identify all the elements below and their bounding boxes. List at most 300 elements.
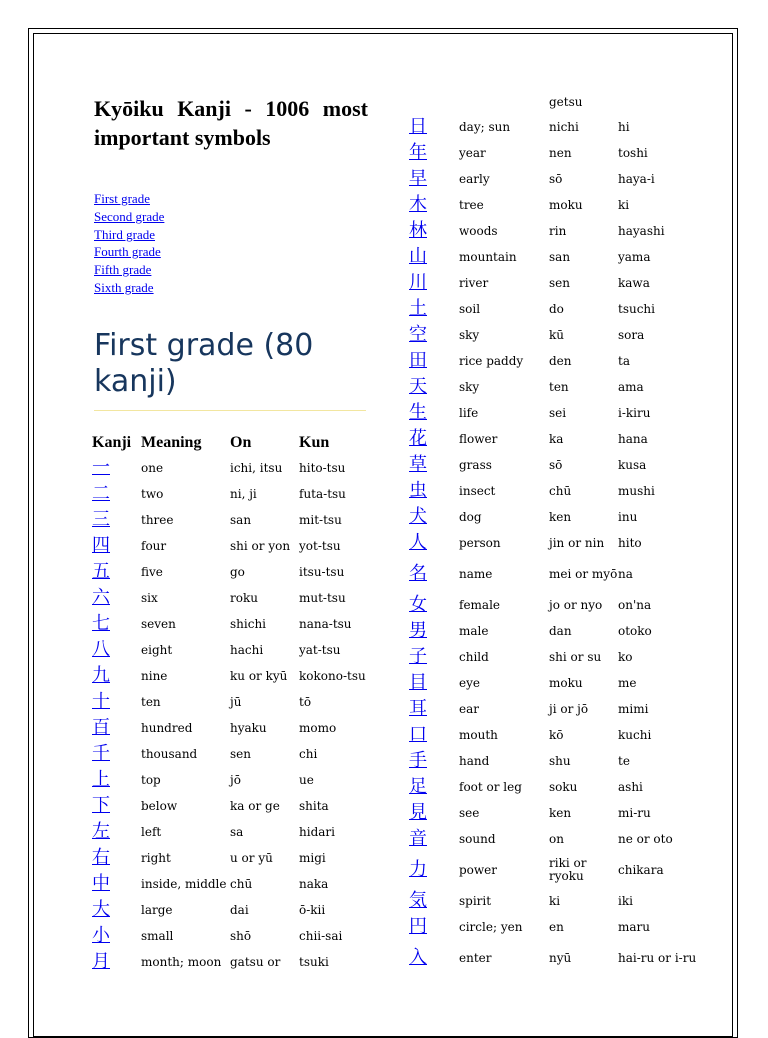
kanji-on: shō [230,928,252,943]
kanji-kun: ama [618,379,644,394]
kanji-on: dan [549,623,572,638]
kanji-on: kū [549,327,564,342]
kanji-row [409,140,699,166]
kanji-on: ken [549,509,572,524]
kanji-meaning: two [141,486,164,501]
kanji-link[interactable]: 早 [409,168,427,189]
kanji-row [409,478,699,504]
kanji-cell [409,748,459,774]
kanji-on: shichi [230,616,267,631]
kanji-meaning: life [459,405,479,420]
kanji-kun: mut-tsu [299,590,346,605]
kanji-meaning: nine [141,668,168,683]
kanji-cell [409,452,459,478]
kanji-on: hyaku [230,720,267,735]
kanji-link[interactable]: 犬 [409,506,427,527]
kanji-kun: mit-tsu [299,512,342,527]
kanji-row [92,949,374,975]
kanji-on: ni, ji [230,486,257,501]
kanji-kun: yot-tsu [299,538,341,553]
kanji-link[interactable]: 左 [92,821,110,842]
kanji-link[interactable]: 日 [409,116,427,137]
kanji-on: hachi [230,642,264,657]
kanji-row [92,767,374,793]
kanji-on: go [230,564,245,579]
kanji-link[interactable]: 八 [92,639,110,660]
continued-on-reading: getsu [549,95,583,109]
kanji-on: soku [549,779,578,794]
kanji-cell [409,852,459,888]
kanji-on: shu [549,753,571,768]
kanji-row [409,166,699,192]
kanji-kun: ki [618,197,630,212]
kanji-link[interactable]: 人 [409,532,427,553]
kanji-kun: kusa [618,457,647,472]
kanji-cell [409,192,459,218]
kanji-on: on [549,831,564,846]
kanji-row [409,114,699,140]
kanji-link[interactable]: 子 [409,646,427,667]
kanji-link[interactable]: 虫 [409,480,427,501]
kanji-meaning: name [459,566,493,581]
kanji-cell [409,800,459,826]
kanji-table-right [409,114,699,976]
kanji-cell [92,871,141,897]
kanji-cell [409,166,459,192]
kanji-link[interactable]: 耳 [409,698,427,719]
kanji-kun: itsu-tsu [299,564,345,579]
kanji-kun: chi [299,746,318,761]
kanji-row [92,793,374,819]
kanji-on: san [549,249,571,264]
kanji-cell [92,793,141,819]
kanji-meaning: enter [459,950,492,965]
kanji-kun: chikara [618,862,664,877]
kanji-meaning: person [459,535,501,550]
kanji-on: ki [549,893,561,908]
kanji-meaning: mouth [459,727,498,742]
kanji-row [409,914,699,940]
kanji-row [409,592,699,618]
kanji-on: rin [549,223,567,238]
kanji-link[interactable]: 入 [409,947,427,968]
heading-rule [94,410,366,411]
kanji-link[interactable]: 気 [409,890,427,911]
kanji-link[interactable]: 音 [409,828,427,849]
kanji-row [409,270,699,296]
kanji-cell [92,455,141,481]
kanji-kun: me [618,675,637,690]
kanji-row [92,845,374,871]
kanji-kun: hito [618,535,642,550]
kanji-link[interactable]: 川 [409,272,427,293]
kanji-link[interactable]: 中 [92,873,110,894]
link-second-grade[interactable]: Second grade [94,208,165,224]
kanji-meaning: child [459,649,489,664]
kanji-link[interactable]: 年 [409,142,427,163]
kanji-meaning: ten [141,694,161,709]
kanji-on: sa [230,824,244,839]
kanji-on: ku or kyū [230,668,288,683]
kanji-on: sen [549,275,570,290]
kanji-on: shi or yon [230,538,291,553]
kanji-cell [409,940,459,976]
kanji-link[interactable]: 七 [92,613,110,634]
kanji-row [409,348,699,374]
kanji-on: nyū [549,950,572,965]
kanji-link[interactable]: 花 [409,428,427,449]
kanji-link[interactable]: 名 [409,563,427,584]
kanji-kun: ue [299,772,314,787]
kanji-kun: chii-sai [299,928,343,943]
kanji-row [409,426,699,452]
kanji-meaning: spirit [459,893,492,908]
kanji-link[interactable]: 女 [409,594,427,615]
kanji-meaning: power [459,862,498,877]
kanji-cell [92,559,141,585]
kanji-meaning: foot or leg [459,779,522,794]
kanji-kun: toshi [618,145,648,160]
kanji-kun: ō-kii [299,902,326,917]
kanji-link[interactable]: 円 [409,916,427,937]
kanji-on: do [549,301,564,316]
link-third-grade[interactable]: Third grade [94,226,156,242]
kanji-on: ken [549,805,572,820]
kanji-link[interactable]: 十 [92,691,110,712]
kanji-meaning: circle; yen [459,919,523,934]
kanji-kun: ne or oto [618,831,673,846]
kanji-link[interactable]: 目 [409,672,427,693]
kanji-cell [92,637,141,663]
kanji-on: san [230,512,252,527]
kanji-row [409,374,699,400]
kanji-on: nen [549,145,572,160]
kanji-meaning: day; sun [459,119,511,134]
kanji-cell [409,296,459,322]
kanji-kun: sora [618,327,645,342]
kanji-row [409,940,699,976]
kanji-link[interactable]: 生 [409,402,427,423]
kanji-link[interactable]: 大 [92,899,110,920]
kanji-link[interactable]: 下 [92,795,110,816]
kanji-row [92,897,374,923]
kanji-cell [92,663,141,689]
kanji-on: sō [549,171,563,186]
kanji-meaning: small [141,928,174,943]
kanji-link[interactable]: 小 [92,925,110,946]
kanji-meaning: six [141,590,158,605]
kanji-link[interactable]: 手 [409,750,427,771]
kanji-cell [409,618,459,644]
kanji-link[interactable]: 田 [409,350,427,371]
kanji-on: ka or ge [230,798,280,813]
kanji-cell [409,530,459,556]
kanji-meaning: dog [459,509,482,524]
kanji-meaning: hand [459,753,490,768]
kanji-kun: nana-tsu [299,616,352,631]
kanji-on: sei [549,405,567,420]
kanji-link[interactable]: 五 [92,561,110,582]
kanji-on: jū [230,694,242,709]
kanji-link[interactable]: 三 [92,509,110,530]
kanji-meaning: three [141,512,174,527]
kanji-row [92,819,374,845]
section-heading: First grade (80 kanji) [94,328,314,399]
kanji-cell [92,611,141,637]
kanji-link[interactable]: 百 [92,717,110,738]
kanji-on: u or yū [230,850,273,865]
kanji-row [92,533,374,559]
kanji-link[interactable]: 千 [92,743,110,764]
kanji-on: moku [549,197,583,212]
kanji-link[interactable]: 天 [409,376,427,397]
kanji-meaning: tree [459,197,484,212]
header-kun: Kun [299,434,330,451]
kanji-link[interactable]: 二 [92,483,110,504]
kanji-link[interactable]: 口 [409,724,427,745]
kanji-on: ji or jō [549,701,589,716]
kanji-cell [409,426,459,452]
kanji-kun: maru [618,919,650,934]
kanji-cell [409,774,459,800]
kanji-cell [92,741,141,767]
kanji-link[interactable]: 力 [409,859,427,880]
kanji-meaning: large [141,902,173,917]
header-meaning: Meaning [141,434,202,451]
kanji-kun: inu [618,509,638,524]
kanji-meaning: hundred [141,720,193,735]
kanji-kun: mushi [618,483,655,498]
kanji-kun: haya-i [618,171,655,186]
kanji-cell [92,481,141,507]
kanji-row [92,455,374,481]
kanji-cell [409,504,459,530]
kanji-meaning: five [141,564,163,579]
kanji-meaning: rice paddy [459,353,524,368]
kanji-row [409,888,699,914]
kanji-kun: tsuchi [618,301,655,316]
kanji-kun: ashi [618,779,643,794]
kanji-meaning: eye [459,675,480,690]
kanji-cell [92,767,141,793]
kanji-row [92,741,374,767]
kanji-on: chū [549,483,572,498]
kanji-row [409,296,699,322]
kanji-meaning: below [141,798,178,813]
kanji-row [92,559,374,585]
kanji-kun: hito-tsu [299,460,346,475]
kanji-cell [92,507,141,533]
kanji-kun: hana [618,431,648,446]
kanji-row [92,637,374,663]
kanji-on: sen [230,746,251,761]
kanji-cell [409,270,459,296]
kanji-row [409,192,699,218]
kanji-meaning: month; moon [141,954,222,969]
kanji-kun: ta [618,353,630,368]
grade-links [94,190,294,297]
kanji-cell [409,218,459,244]
link-fifth-grade[interactable]: Fifth grade [94,262,152,278]
kanji-link[interactable]: 空 [409,324,427,345]
kanji-row [409,244,699,270]
kanji-on: jo or nyo [549,597,603,612]
kanji-on: ten [549,379,569,394]
page-title: Kyōiku Kanji - 1006 most important symbols [94,96,368,150]
kanji-meaning: ear [459,701,479,716]
kanji-cell [92,533,141,559]
kanji-row [92,715,374,741]
kanji-row [409,852,699,888]
kanji-cell [409,114,459,140]
kanji-row [409,618,699,644]
kanji-row [409,722,699,748]
kanji-cell [409,400,459,426]
kanji-on: en [549,919,564,934]
kanji-link[interactable]: 六 [92,587,110,608]
kanji-kun: tō [299,694,312,709]
kanji-kun: on'na [618,597,652,612]
kanji-cell [92,585,141,611]
kanji-cell [409,826,459,852]
kanji-cell [92,819,141,845]
kanji-meaning: one [141,460,164,475]
kanji-link[interactable]: 草 [409,454,427,475]
kanji-row [92,507,374,533]
kanji-row [409,670,699,696]
kanji-link[interactable]: 一 [92,457,110,478]
link-fourth-grade[interactable]: Fourth grade [94,244,161,260]
kanji-cell [92,689,141,715]
kanji-link[interactable]: 四 [92,535,110,556]
kanji-meaning: flower [459,431,498,446]
kanji-row [409,696,699,722]
kanji-meaning: mountain [459,249,517,264]
kanji-meaning: top [141,772,161,787]
kanji-link[interactable]: 山 [409,246,427,267]
kanji-kun: otoko [618,623,652,638]
kanji-row [409,556,699,592]
kanji-on: moku [549,675,583,690]
kanji-on: sō [549,457,563,472]
kanji-row [409,218,699,244]
kanji-kun: tsuki [299,954,329,969]
kanji-kun: te [618,753,630,768]
kanji-kun: kuchi [618,727,652,742]
kanji-row [92,871,374,897]
kanji-cell [409,914,459,940]
kanji-cell [92,715,141,741]
kanji-row [409,504,699,530]
kanji-on: jō [230,772,241,787]
kanji-kun: shita [299,798,329,813]
kanji-kun: yat-tsu [299,642,341,657]
kanji-kun: na [618,566,633,581]
kanji-row [409,774,699,800]
kanji-kun: mimi [618,701,649,716]
kanji-on: jin or nin [549,535,605,550]
kanji-kun: ko [618,649,633,664]
kanji-on: dai [230,902,249,917]
kanji-kun: hi [618,119,630,134]
kanji-cell [409,670,459,696]
kanji-link[interactable]: 土 [409,298,427,319]
kanji-kun: i-kiru [618,405,651,420]
kanji-kun: hidari [299,824,335,839]
kanji-cell [409,374,459,400]
kanji-meaning: left [141,824,162,839]
kanji-kun: kokono-tsu [299,668,366,683]
kanji-meaning: year [459,145,486,160]
kanji-link[interactable]: 男 [409,620,427,641]
kanji-row [409,530,699,556]
kanji-kun: momo [299,720,337,735]
kanji-kun: naka [299,876,329,891]
kanji-meaning: inside, middle [141,876,227,891]
kanji-cell [409,244,459,270]
kanji-cell [409,478,459,504]
kanji-row [92,923,374,949]
kanji-meaning: sound [459,831,496,846]
kanji-meaning: sky [459,327,480,342]
link-first-grade[interactable]: First grade [94,191,150,206]
kanji-cell [92,897,141,923]
kanji-meaning: right [141,850,171,865]
kanji-cell [409,722,459,748]
kanji-on: riki or ryoku [549,856,587,883]
kanji-link[interactable]: 足 [409,776,427,797]
kanji-row [409,748,699,774]
kanji-on: nichi [549,119,579,134]
kanji-link[interactable]: 月 [92,951,110,972]
link-sixth-grade[interactable]: Sixth grade [94,279,154,295]
kanji-row [92,611,374,637]
kanji-row [92,689,374,715]
kanji-row [92,585,374,611]
kanji-link[interactable]: 上 [92,769,110,790]
kanji-kun: hayashi [618,223,665,238]
kanji-row [409,826,699,852]
kanji-meaning: river [459,275,489,290]
kanji-meaning: sky [459,379,480,394]
kanji-link[interactable]: 林 [409,220,427,241]
kanji-kun: futa-tsu [299,486,346,501]
kanji-on: ka [549,431,564,446]
kanji-link[interactable]: 右 [92,847,110,868]
kanji-meaning: see [459,805,480,820]
kanji-row [409,400,699,426]
kanji-cell [409,322,459,348]
kanji-on: gatsu or [230,954,281,969]
kanji-on: den [549,353,572,368]
kanji-on: ichi, itsu [230,460,283,475]
kanji-row [409,322,699,348]
kanji-link[interactable]: 見 [409,802,427,823]
kanji-on: chū [230,876,253,891]
kanji-meaning: female [459,597,501,612]
kanji-link[interactable]: 木 [409,194,427,215]
kanji-kun: hai-ru or i-ru [618,950,697,965]
kanji-table-left [92,455,374,975]
kanji-on: shi or su [549,649,602,664]
kanji-meaning: soil [459,301,481,316]
kanji-meaning: early [459,171,490,186]
kanji-kun: kawa [618,275,650,290]
kanji-meaning: woods [459,223,498,238]
kanji-link[interactable]: 九 [92,665,110,686]
kanji-cell [409,556,459,592]
kanji-row [409,452,699,478]
